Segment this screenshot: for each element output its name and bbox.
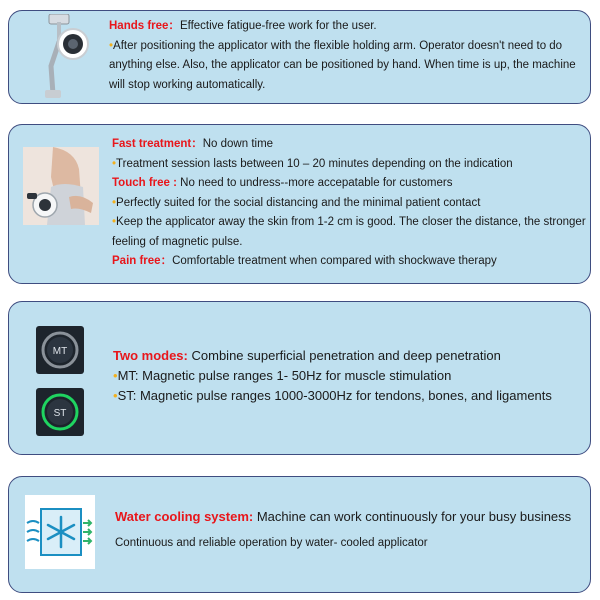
- hands-free-detail: After positioning the applicator with the flexible holding arm. Operator doesn't need to do anything else. Also, the applicator can be positioned by hand. When time is up, the machine will stop working automatically.: [109, 39, 576, 91]
- holding-arm-applicator-image: [31, 14, 93, 100]
- hands-free-card: [8, 10, 591, 104]
- touch-free-title: Touch free :: [112, 177, 177, 189]
- touch-free-detail-2: Keep the applicator away the skin from 1-2 cm is good. The closer the distance, the stronger feeling of magnetic pulse.: [112, 216, 586, 248]
- hands-free-title: Hands free：: [109, 20, 180, 32]
- mt-icon-label: MT: [52, 346, 68, 357]
- fast-treatment-card: [8, 124, 591, 284]
- fast-treatment-desc: No down time: [202, 138, 274, 150]
- mt-mode-icon: [36, 326, 84, 374]
- bullet-dot: •: [113, 368, 118, 383]
- st-icon-label: ST: [53, 408, 67, 419]
- mt-mode-detail: MT: Magnetic pulse ranges 1- 50Hz for muscle stimulation: [117, 368, 452, 383]
- hands-free-desc: Effective fatigue-free work for the user.: [179, 20, 377, 32]
- two-modes-title: Two modes:: [113, 348, 188, 363]
- fast-treatment-title: Fast treatment：: [112, 138, 203, 150]
- water-cooling-detail: Continuous and reliable operation by water- cooled applicator: [115, 537, 428, 549]
- bullet-dot: •: [112, 157, 117, 170]
- water-cooling-card: [8, 476, 591, 593]
- water-cooling-desc: Machine can work continuously for your busy business: [256, 509, 572, 524]
- abdomen-treatment-photo: [23, 147, 99, 225]
- bullet-dot: •: [109, 39, 114, 52]
- pain-free-title: Pain free：: [112, 255, 173, 267]
- pain-free-desc: Comfortable treatment when compared with shockwave therapy: [172, 255, 497, 267]
- st-mode-icon: [36, 388, 84, 436]
- bullet-dot: •: [112, 216, 117, 228]
- snowflake-cooling-icon: [25, 495, 95, 569]
- touch-free-desc: No need to undress--more accepatable for customers: [180, 177, 453, 189]
- water-cooling-title: Water cooling system:: [115, 509, 254, 524]
- st-mode-detail: ST: Magnetic pulse ranges 1000-3000Hz for tendons, bones, and ligaments: [117, 388, 552, 403]
- two-modes-desc: Combine superficial penetration and deep penetration: [191, 348, 501, 363]
- bullet-dot: •: [113, 388, 118, 403]
- bullet-dot: •: [112, 196, 117, 209]
- fast-treatment-detail: Treatment session lasts between 10 – 20 minutes depending on the indication: [116, 157, 513, 170]
- touch-free-detail-1: Perfectly suited for the social distancing and the minimal patient contact: [116, 196, 481, 209]
- two-modes-card: [8, 301, 591, 455]
